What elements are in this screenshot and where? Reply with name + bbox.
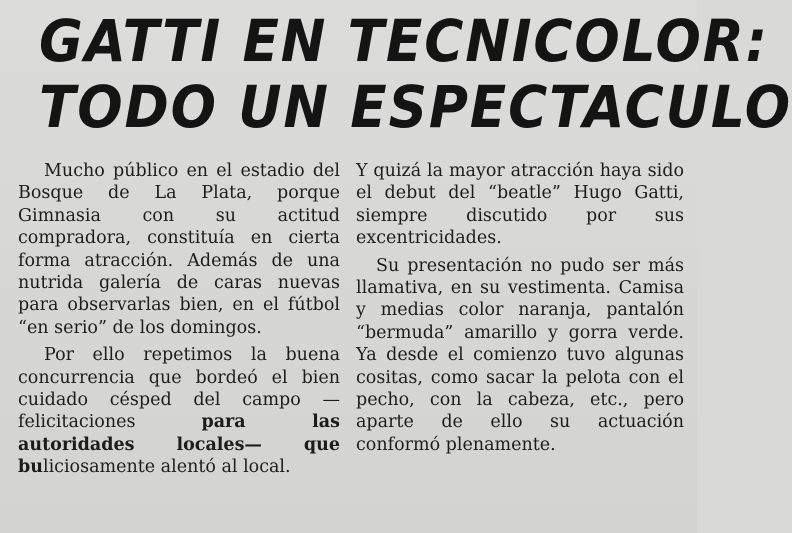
right-paragraph-1: Y quizá la mayor atracción haya sido el debut del “beatle” Hugo Gatti, siempre discutido por sus excentricidades. xyxy=(356,161,684,249)
headline xyxy=(39,7,792,141)
left-paragraph-1: Mucho público en el estadio del Bosque de La Plata, porque Gimnasia con su actitud compradora, constituía en cierta forma atracción. Además de una nutrida galería de caras nuevas para observarlas bien, en el fútbol “en serio” de los domingos. xyxy=(18,161,340,338)
right-paragraph-2: Su presentación no pudo ser más llamativa, en su vestimenta. Camisa y medias color naranja, pantalón “bermuda” amarillo y gorra verde. Ya desde el comienzo tuvo algunas cositas, como sacar la pelota con el pecho, con la cabeza, etc., pero aparte de ello su actuación conformó plenamente. xyxy=(356,255,684,455)
left-paragraph-2-start: Por ello repetimos la buena concurrencia que bordeó el bien cuidado césped del campo —felicitaciones xyxy=(18,345,340,433)
left-paragraph-2-end: liciosamente alentó al local. xyxy=(42,457,291,478)
left-column xyxy=(18,160,340,484)
left-paragraph-2 xyxy=(18,344,340,478)
headline-line-2: TODO UN ESPECTACULO xyxy=(39,73,792,141)
left-paragraph-2-bold: para las autoridades locales— que bu xyxy=(18,412,340,478)
right-column xyxy=(356,160,684,461)
headline-line-1: GATTI EN TECNICOLOR: xyxy=(39,7,769,75)
